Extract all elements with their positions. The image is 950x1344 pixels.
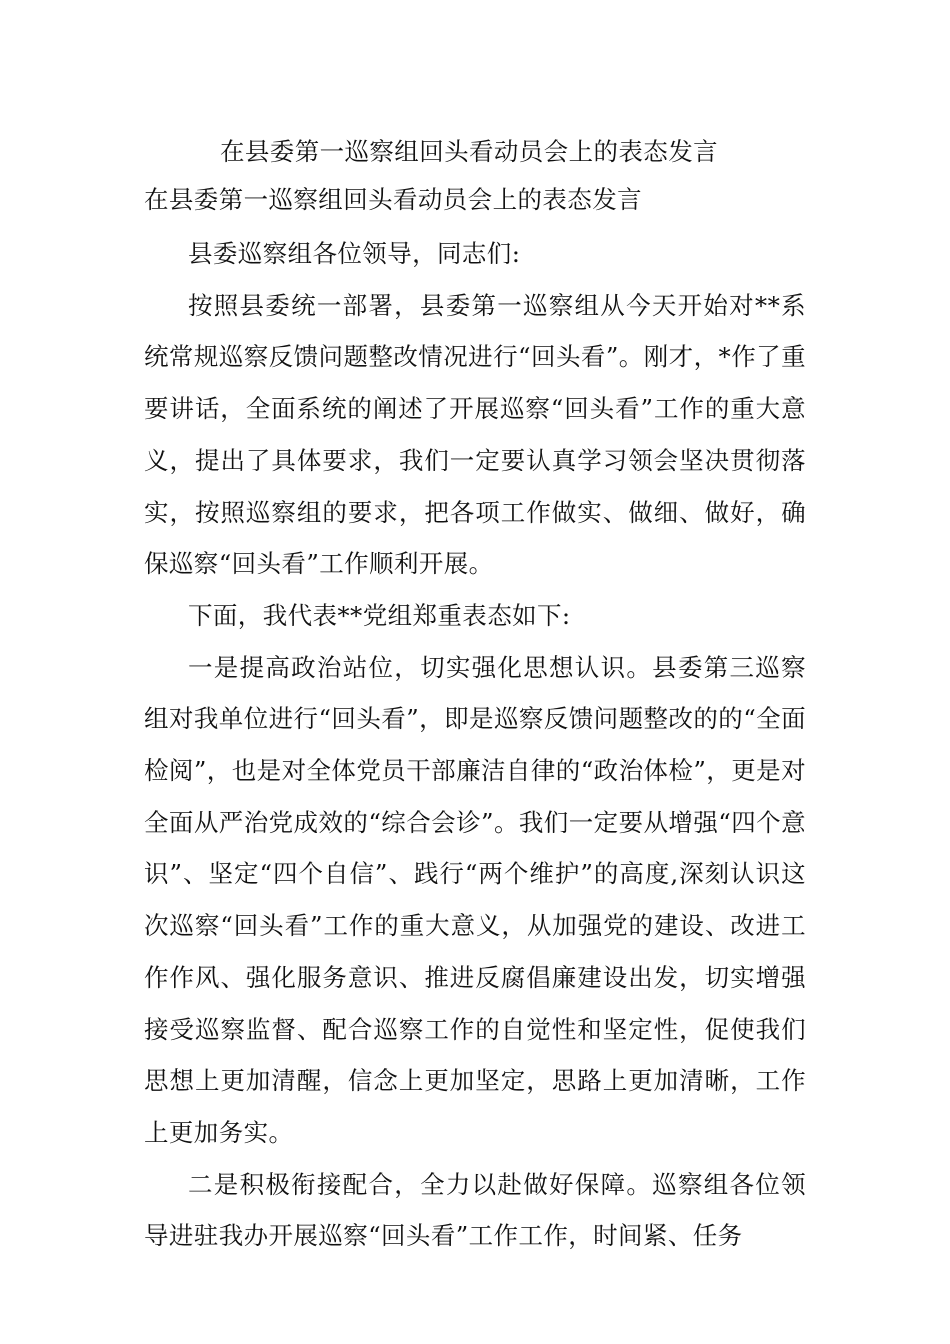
point-two-paragraph: 二是积极衔接配合，全力以赴做好保障。巡察组各位领导进驻我办开展巡察“回头看”工作工作，时间紧、任务 — [144, 1169, 806, 1251]
intro-paragraph: 按照县委统一部署，县委第一巡察组从今天开始对**系统常规巡察反馈问题整改情况进行“回头看”。刚才，*作了重要讲话，全面系统的阐述了开展巡察“回头看”工作的重大意义，提出了具体要求，我们一定要认真学习领会坚决贯彻落实，按照巡察组的要求，把各项工作做实、做细、做好，确保巡察“回头看”工作顺利开展。 — [144, 290, 806, 579]
statement-intro-paragraph: 下面，我代表**党组郑重表态如下: — [188, 600, 571, 630]
salutation-paragraph: 县委巡察组各位领导，同志们: — [188, 239, 521, 268]
point-one-paragraph: 一是提高政治站位，切实强化思想认识。县委第三巡察组对我单位进行“回头看”，即是巡察反馈问题整改的的“全面检阅”，也是对全体党员干部廉洁自律的“政治体检”，更是对全面从严治党成效的“综合会诊”。我们一定要从增强“四个意识”、坚定“四个自信”、践行“两个维护”的高度,深刻认识这次巡察“回头看”工作的重大意义，从加强党的建设、改进工作作风、强化服务意识、推进反腐倡廉建设出发，切实增强接受巡察监督、配合巡察工作的自觉性和坚定性，促使我们思想上更加清醒，信念上更加坚定，思路上更加清晰，工作上更加务实。 — [144, 652, 806, 1147]
header-title: 在县委第一巡察组回头看动员会上的表态发言 — [220, 137, 718, 166]
document-title: 在县委第一巡察组回头看动员会上的表态发言 — [144, 185, 642, 214]
document-body — [144, 228, 806, 1262]
